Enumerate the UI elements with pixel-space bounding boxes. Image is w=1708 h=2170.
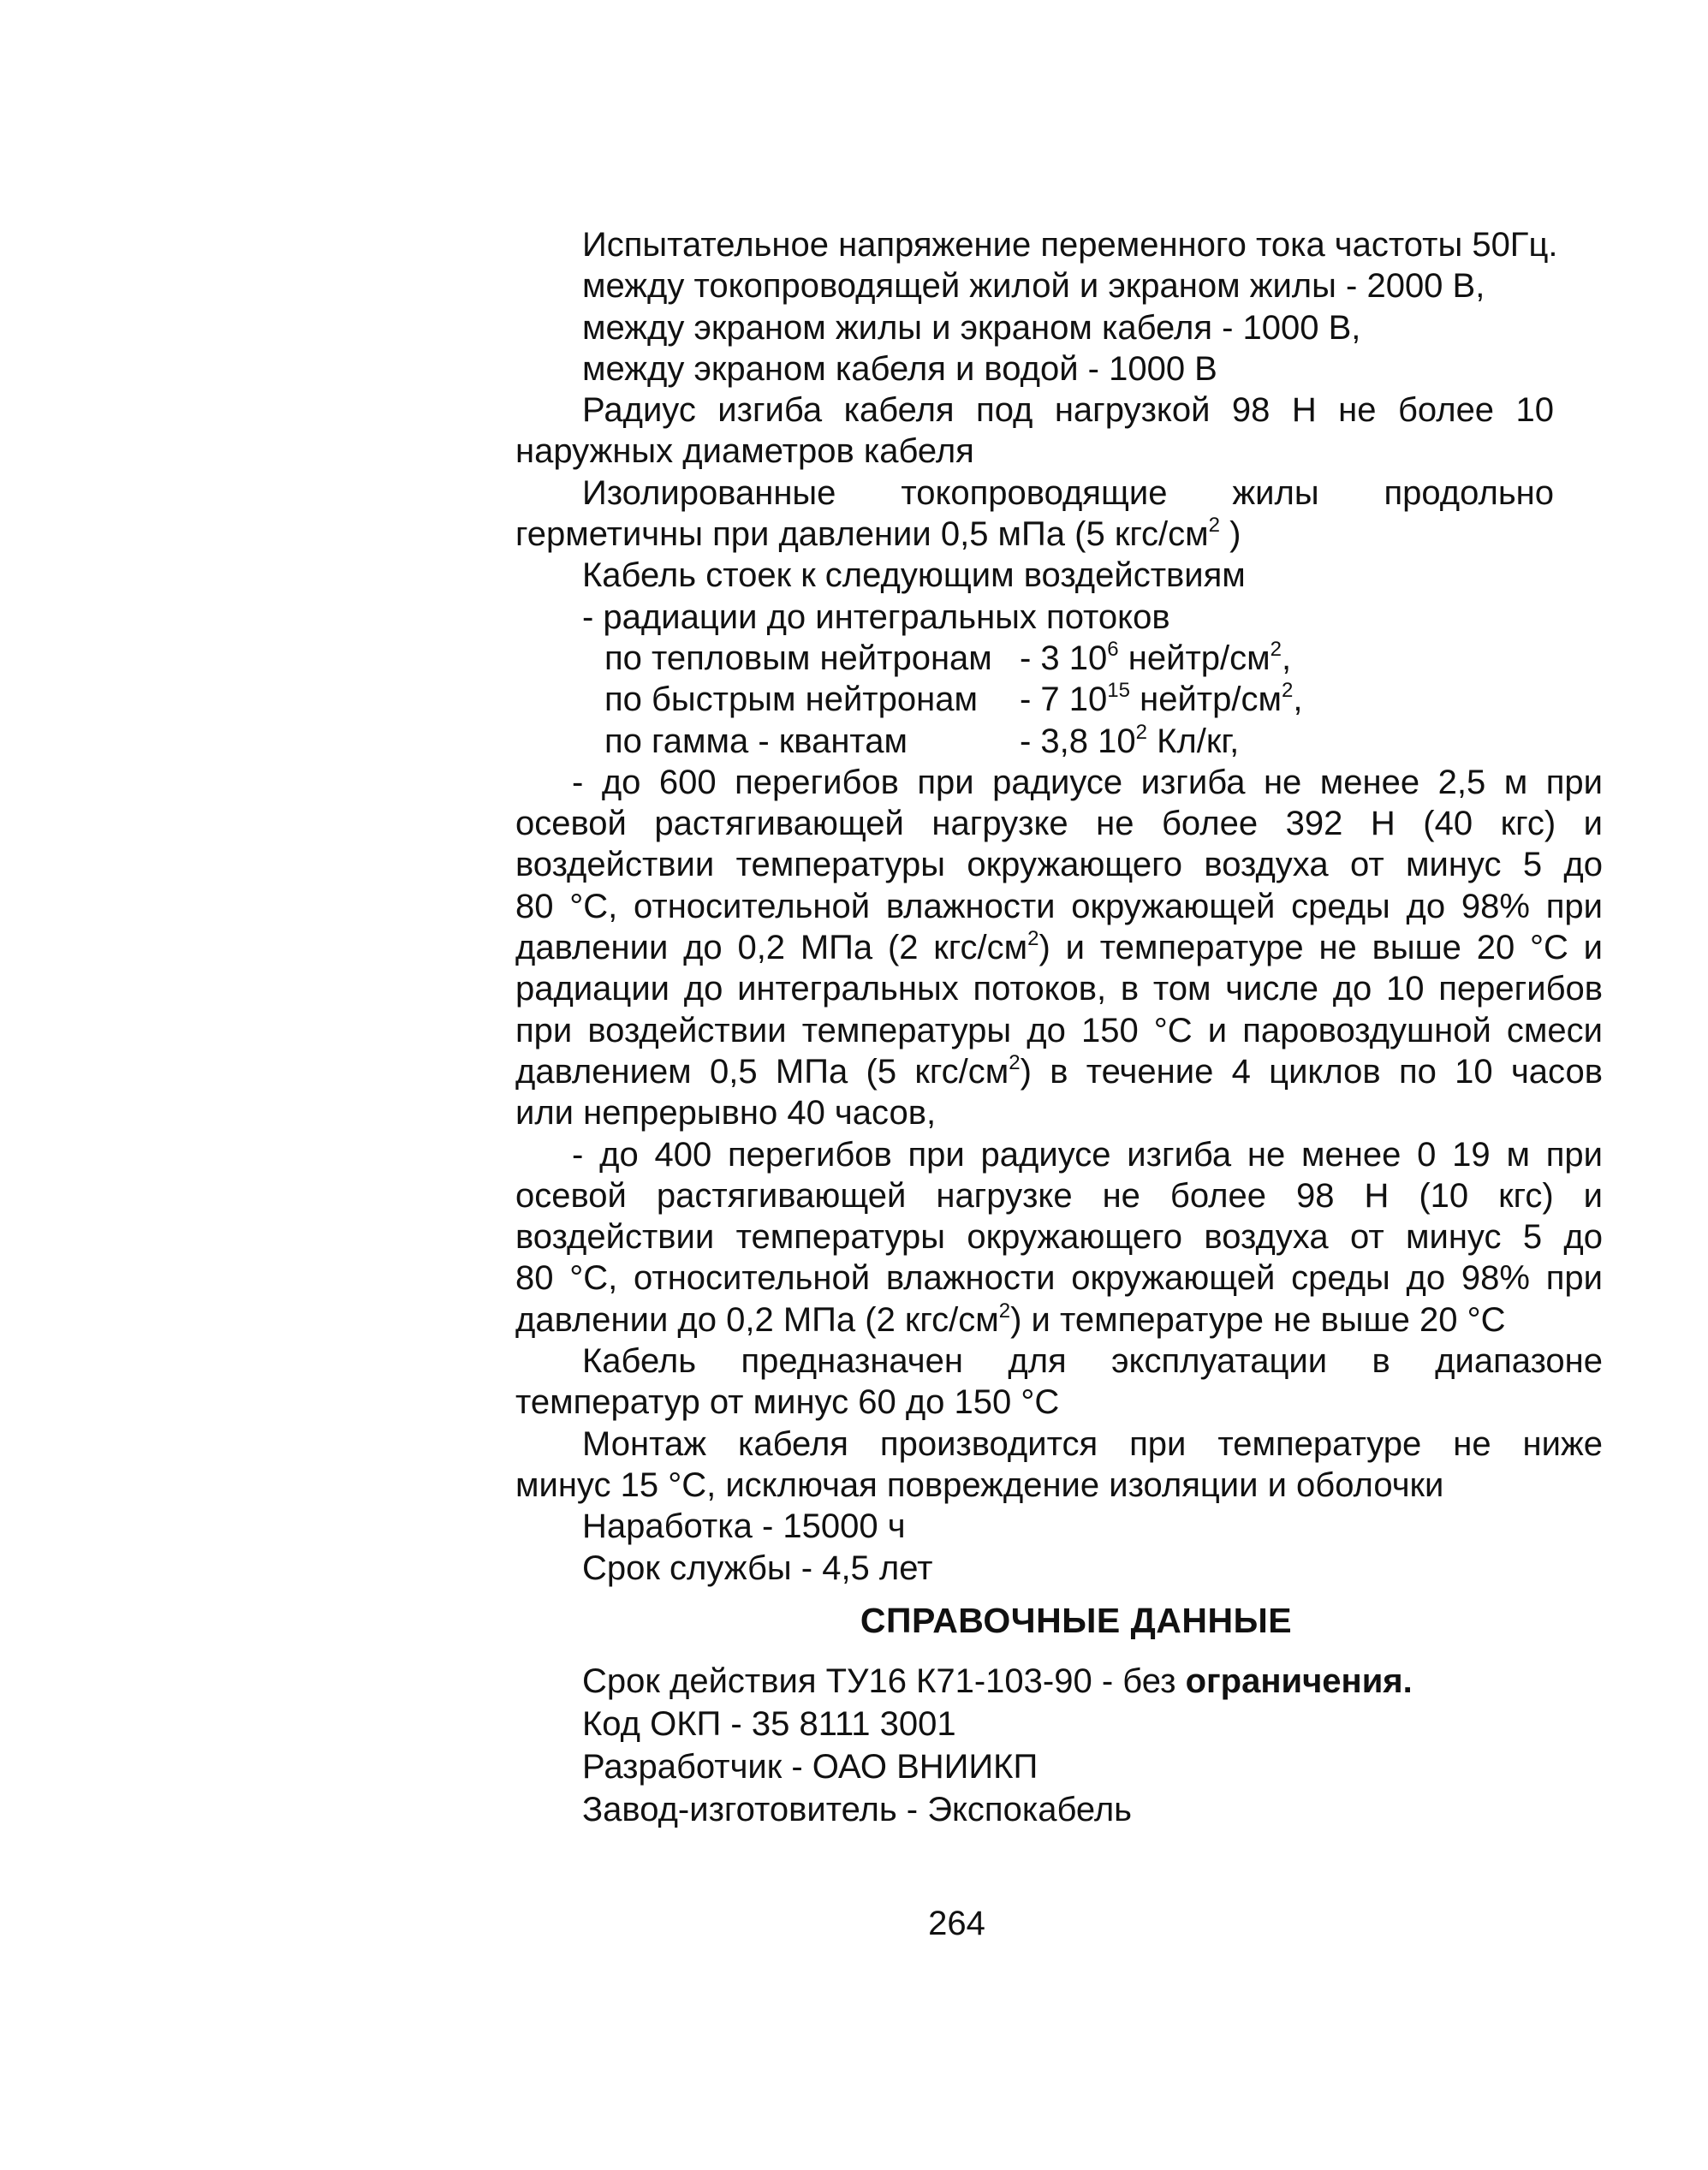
reference-manufacturer: Завод-изготовитель - Экспокабель — [582, 1790, 1133, 1828]
reference-validity: Срок действия ТУ16 К71-103-90 - без ограничения. — [582, 1662, 1413, 1700]
superscript: 2 — [1208, 514, 1221, 538]
text-line: 80 °С, относительной влажности окружающей среды до 98% при — [515, 1259, 1603, 1298]
text-line: Срок службы - 4,5 лет — [582, 1549, 933, 1587]
reference-okp: Код ОКП - 35 8111 3001 — [582, 1704, 956, 1743]
text-line: осевой растягивающей нагрузке не более 98 Н (10 кгс) и — [515, 1176, 1603, 1215]
text-line: - до 600 перегибов при радиусе изгиба не менее 2,5 м при — [572, 763, 1603, 801]
text-line: между экраном жилы и экраном кабеля - 1000 В, — [582, 308, 1361, 347]
text-line: Испытательное напряжение переменного тока частоты 50Гц. — [582, 226, 1558, 264]
radiation-row-thermal — [515, 638, 1603, 679]
text-line: Монтаж кабеля производится при температуре не ниже — [582, 1424, 1603, 1463]
section-heading: СПРАВОЧНЫЕ ДАННЫЕ — [860, 1600, 1293, 1640]
radiation-label: по быстрым нейтронам — [604, 681, 978, 719]
text-fragment: герметичны при давлении 0,5 мПа (5 кгс/см — [515, 515, 1209, 554]
text-line: Наработка - 15000 ч — [582, 1507, 906, 1546]
text-line: Изолированные токопроводящие жилы продольно — [582, 473, 1554, 512]
text-line: давлением 0,5 МПа (5 кгс/$см^2$) в течение 4 циклов по 10 часов — [515, 1050, 1603, 1091]
page-number: 264 — [928, 1905, 985, 1942]
text-line: давлении до 0,2 МПа (2 кгс/$см^2$) и температуре не выше 20 °С — [515, 1299, 1506, 1339]
radiation-value: - 3 $10^6$ нейтр/$см^2$, — [1020, 637, 1292, 677]
text-line: между токопроводящей жилой и экраном жилы - 2000 В, — [582, 267, 1485, 306]
reference-developer: Разработчик - ОАО ВНИИКП — [582, 1747, 1038, 1786]
text-line: наружных диаметров кабеля — [515, 432, 974, 471]
text-line: воздействии температуры окружающего воздуха от минус 5 до — [515, 846, 1603, 884]
radiation-label: по гамма - квантам — [604, 722, 908, 760]
text-line: температур от минус 60 до 150 °С — [515, 1383, 1060, 1422]
text-line: 80 °С, относительной влажности окружающей среды до 98% при — [515, 887, 1603, 925]
text-line — [515, 514, 1603, 555]
text-line: - радиации до интегральных потоков — [582, 597, 1170, 636]
text-line: Кабель предназначен для эксплуатации в диапазоне — [582, 1342, 1603, 1381]
text-line: или непрерывно 40 часов, — [515, 1094, 937, 1133]
text-line: между экраном кабеля и водой - 1000 В — [582, 349, 1217, 388]
text-line: радиации до интегральных потоков, в том числе до 10 перегибов — [515, 970, 1603, 1008]
text-line: Радиус изгиба кабеля под нагрузкой 98 Н не более 10 — [582, 391, 1554, 430]
radiation-row-fast — [515, 679, 1603, 720]
document-page — [515, 224, 1603, 1831]
radiation-label: по тепловым нейтронам — [604, 639, 992, 677]
text-line: Кабель стоек к следующим воздействиям — [582, 556, 1246, 595]
radiation-row-gamma — [515, 721, 1603, 762]
text-line: минус 15 °С, исключая повреждение изоляции и оболочки — [515, 1465, 1444, 1504]
reference-block — [515, 1660, 1603, 1831]
text-line: осевой растягивающей нагрузке не более 392 Н (40 кгс) и — [515, 805, 1603, 843]
radiation-value: - 3,8 $10^2$ Кл/кг, — [1020, 720, 1240, 760]
text-line: при воздействии температуры до 150 °С и паровоздушной смеси — [515, 1011, 1603, 1049]
radiation-value: - 7 $10^{15}$ нейтр/$см^2$, — [1020, 679, 1303, 719]
text-line: давлении до 0,2 МПа (2 кгс/$см^2$) и температуре не выше 20 °С и — [515, 927, 1604, 967]
text-line: - до 400 перегибов при радиусе изгиба не менее 0 19 м при — [572, 1135, 1603, 1174]
text-line: воздействии температуры окружающего воздуха от минус 5 до — [515, 1218, 1603, 1257]
text-fragment: ) — [1220, 515, 1241, 554]
